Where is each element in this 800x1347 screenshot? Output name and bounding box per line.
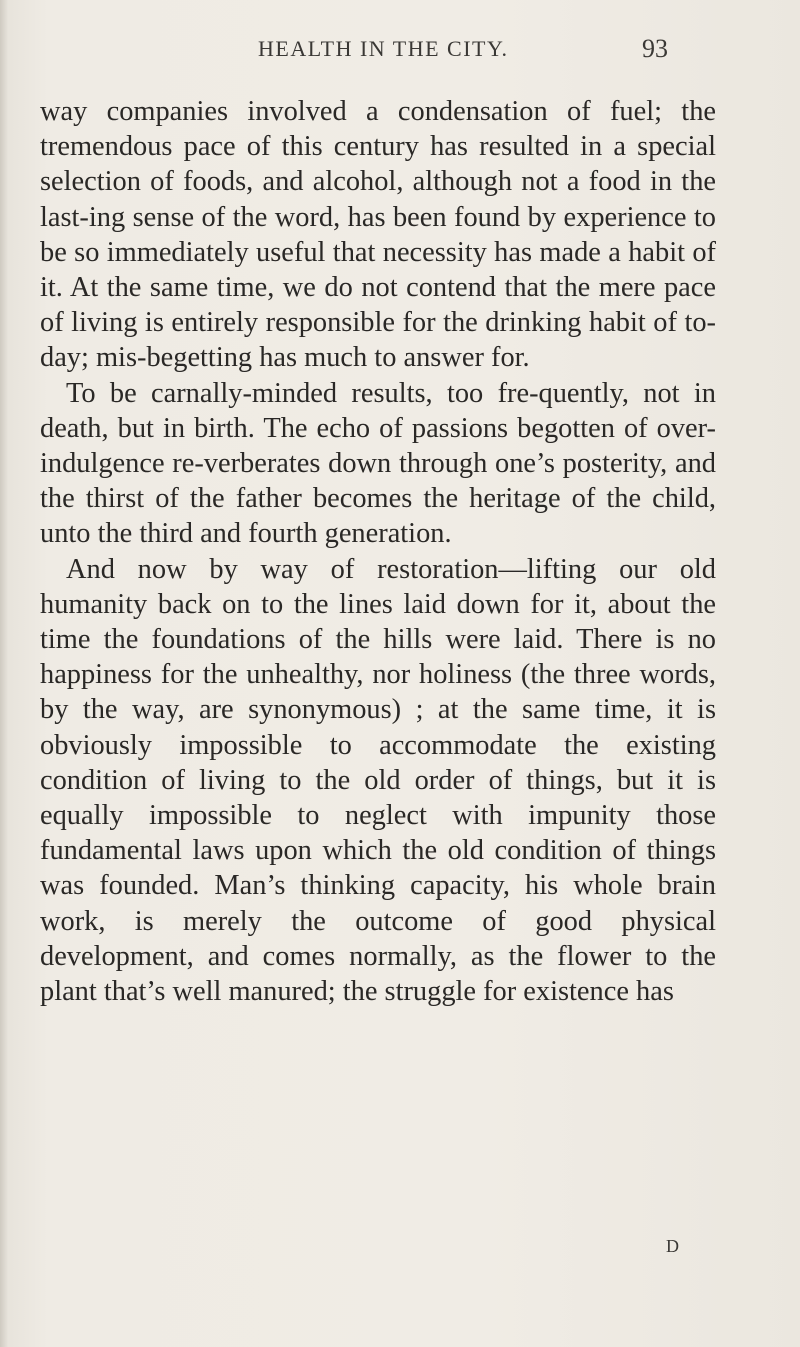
paragraph-1: way companies involved a condensation of fuel; the tremendous pace of this century has resulted in a special selection of foods, and alcohol, although not a food in the last-ing sense of the word, has been found by experience to be so immediately useful that necessity has made a habit of it. At the same time, we do not contend that the mere pace of living is entirely responsible for the drinking habit of to-day; mis-begetting has much to answer for. [40, 96, 716, 374]
body-text [40, 94, 716, 1009]
paragraph-2: To be carnally-minded results, too fre-quently, not in death, but in birth. The echo of passions begotten of over-indulgence re-verberates down through one’s posterity, and the thirst of the father becomes the heritage of the child, unto the third and fourth generation. [40, 377, 716, 550]
signature-mark: D [666, 1236, 679, 1256]
gutter-shadow [0, 0, 8, 1347]
paragraph-3: And now by way of restoration—lifting our old humanity back on to the lines laid down for it, about the time the foundations of the hills were laid. There is no happiness for the unhealthy, nor holiness (the three words, by the way, are synonymous) ; at the same time, it is obviously impossible to accommodate the existing condition of living to the old order of things, but it is equally impossible to neglect with impunity those fundamental laws upon which the old condition of things was founded. Man’s thinking capacity, his whole brain work, is merely the outcome of good physical development, and comes normally, as the flower to the plant that’s well manured; the struggle for existence has [40, 553, 716, 1008]
page-number: 93 [642, 34, 668, 63]
running-title: HEALTH IN THE CITY. [258, 36, 509, 61]
